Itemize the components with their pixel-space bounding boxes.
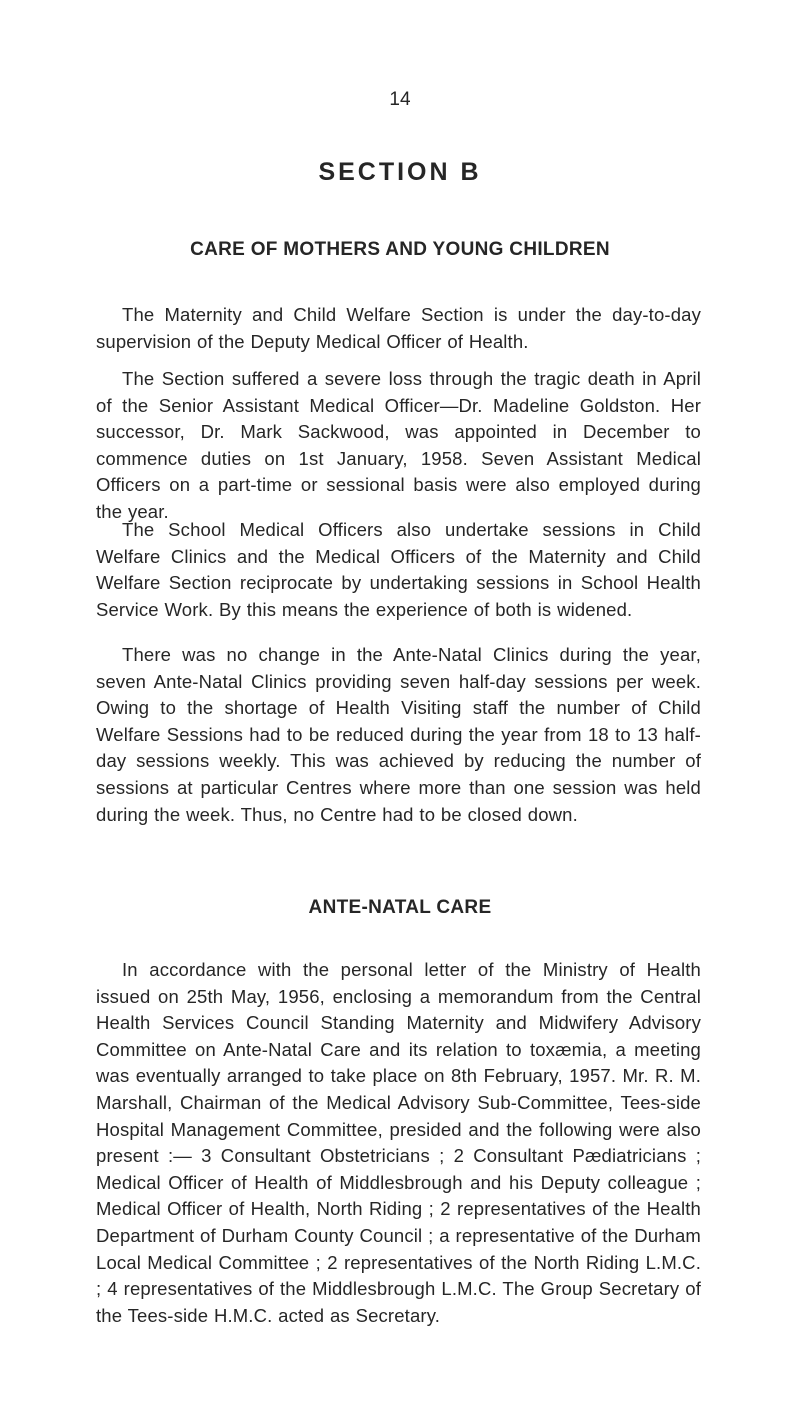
- paragraph-staff-changes: The Section suffered a severe loss through the tragic death in April of the Senior Assistant Medical Officer—Dr. Madeline Goldston. Her successor, Dr. Mark Sackwood, was appointed in December to commence duties on 1st January, 1958. Seven Assistant Medical Officers on a part-time or sessional basis were also employed during the year.: [96, 368, 701, 522]
- paragraph-ante-natal-meeting: In accordance with the personal letter of the Ministry of Health issued on 25th May, 1956, enclosing a memorandum from the Central Health Services Council Standing Maternity and Midwifery Advisory Committee on Ante-Natal Care and its relation to toxæmia, a meeting was eventually arranged to take place on 8th February, 1957. Mr. R. M. Marshall, Chairman of the Medical Advisory Sub-Committee, Tees-side Hospital Management Committee, presided and the following were also present :— 3 Consultant Obstetricians ; 2 Consultant Pædiatricians ; Medical Officer of Health of Middlesbrough and his Deputy colleague ; Medical Officer of Health, North Riding ; 2 representatives of the Health Department of Durham County Council ; a representative of the Durham Local Medical Committee ; 2 representatives of the North Riding L.M.C. ; 4 representatives of the Middlesbrough L.M.C. The Group Secretary of the Tees-side H.M.C. acted as Secretary.: [96, 959, 701, 1326]
- main-heading: CARE OF MOTHERS AND YOUNG CHILDREN: [190, 239, 610, 260]
- paragraph-school-medical-officers: The School Medical Officers also undertake sessions in Child Welfare Clinics and the Medical Officers of the Maternity and Child Welfare Section reciprocate by undertaking sessions in School Health Service Work. By this means the experience of both is widened.: [96, 519, 701, 620]
- subheading-ante-natal-care: ANTE-NATAL CARE: [308, 897, 492, 918]
- paragraph-supervision: The Maternity and Child Welfare Section is under the day-to-day supervision of the Deputy Medical Officer of Health.: [96, 304, 701, 352]
- page-number: 14: [389, 89, 411, 110]
- section-title: SECTION B: [318, 158, 482, 186]
- paragraph-clinic-sessions: There was no change in the Ante-Natal Clinics during the year, seven Ante-Natal Clinics providing seven half-day sessions per week. Owing to the shortage of Health Visiting staff the number of Child Welfare Sessions had to be reduced during the year from 18 to 13 half-day sessions weekly. This was achieved by reducing the number of sessions at particular Centres where more than one session was held during the week. Thus, no Centre had to be closed down.: [96, 644, 701, 825]
